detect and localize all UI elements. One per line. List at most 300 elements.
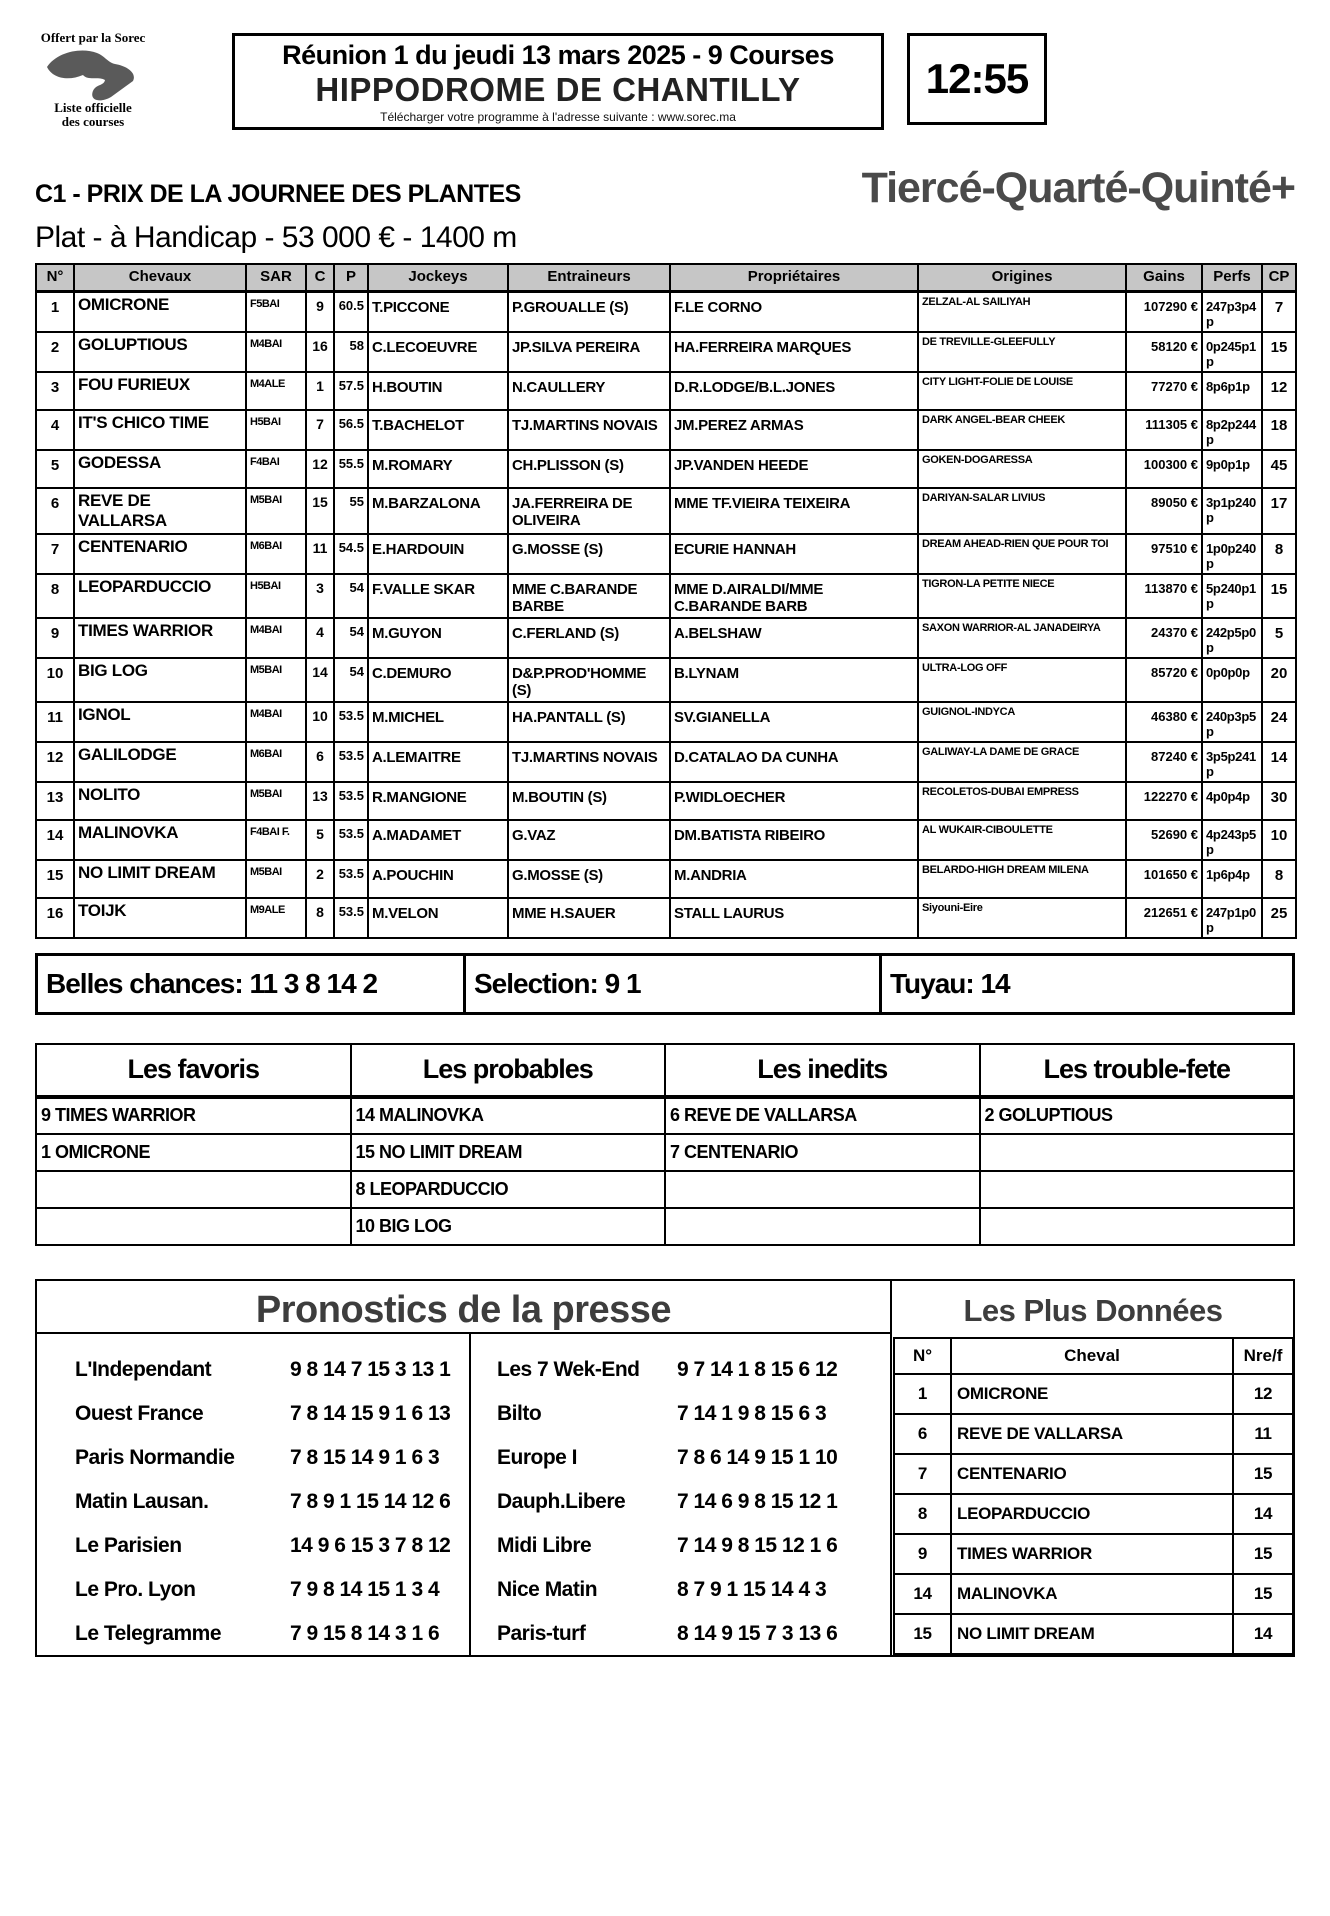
race-title-row [35,164,1295,213]
pick-favori [36,1208,351,1245]
press-outlet-name: Paris-turf [497,1621,586,1645]
press-picks-numbers: 7 9 8 14 15 1 3 4 [290,1577,440,1601]
press-entry [497,1348,890,1392]
col-header-cp: CP [1262,264,1296,291]
plus-donnees-row [894,1614,1293,1654]
pd-header-num: N° [894,1338,951,1374]
runner-jockey: M.ROMARY [368,450,508,488]
col-header-c: C [306,264,334,291]
pd-horse-name: LEOPARDUCCIO [951,1494,1233,1534]
runner-origins: BELARDO-HIGH DREAM MILENA [918,860,1126,898]
runner-sar: M6BAI [246,534,306,574]
runners-table [35,263,1297,939]
pick-inedit: 7 CENTENARIO [665,1134,980,1171]
runner-earnings: 87240 € [1126,742,1202,782]
press-outlet-name: Les 7 Wek-End [497,1357,640,1381]
runner-stall: 10 [306,702,334,742]
press-outlet-name: Nice Matin [497,1577,598,1601]
runner-row [36,618,1296,658]
runner-trainer: MME H.SAUER [508,898,670,938]
runner-weight: 54.5 [334,534,368,574]
press-entry [75,1524,469,1568]
press-outlet-name: Le Pro. Lyon [75,1577,196,1601]
runner-performances: 247p3p4p [1202,291,1262,332]
pd-horse-name: MALINOVKA [951,1574,1233,1614]
picks-row [36,1171,1294,1208]
race-conditions: Plat - à Handicap - 53 000 € - 1400 m [35,221,517,254]
runner-trainer: P.GROUALLE (S) [508,291,670,332]
runner-jockey: T.BACHELOT [368,410,508,450]
runner-earnings: 58120 € [1126,332,1202,372]
pick-trouble [980,1171,1295,1208]
download-note: Télécharger votre programme à l'adresse suivante : www.sorec.ma [380,110,736,124]
runner-horse-name: FOU FURIEUX [74,372,246,410]
runner-origins: Siyouni-Eire [918,898,1126,938]
runner-performances: 8p6p1p [1202,372,1262,410]
runner-number: 7 [36,534,74,574]
press-outlet-name: Le Telegramme [75,1621,222,1645]
runner-jockey: C.LECOEUVRE [368,332,508,372]
runner-owner: P.WIDLOECHER [670,782,918,820]
runner-weight: 53.5 [334,820,368,860]
runner-trainer: CH.PLISSON (S) [508,450,670,488]
press-outlet-name: Ouest France [75,1401,204,1425]
runner-number: 6 [36,488,74,534]
press-column-right [469,1334,890,1656]
col-header-entraineur: Entraineurs [508,264,670,291]
runner-earnings: 89050 € [1126,488,1202,534]
runner-horse-name: IGNOL [74,702,246,742]
press-picks-numbers: 8 7 9 1 15 14 4 3 [677,1577,827,1601]
runner-origins: GUIGNOL-INDYCA [918,702,1126,742]
runner-cp: 25 [1262,898,1296,938]
runner-horse-name: NO LIMIT DREAM [74,860,246,898]
press-entry [497,1480,890,1524]
runner-weight: 53.5 [334,702,368,742]
runner-owner: JP.VANDEN HEEDE [670,450,918,488]
runner-performances: 1p0p240p [1202,534,1262,574]
runner-horse-name: GALILODGE [74,742,246,782]
runner-trainer: HA.PANTALL (S) [508,702,670,742]
pd-nref-count: 12 [1233,1374,1293,1414]
runner-origins: TIGRON-LA PETITE NIECE [918,574,1126,618]
runner-trainer: D&P.PROD'HOMME (S) [508,658,670,702]
runner-performances: 5p240p1p [1202,574,1262,618]
runner-jockey: A.POUCHIN [368,860,508,898]
runner-weight: 57.5 [334,372,368,410]
runner-earnings: 52690 € [1126,820,1202,860]
pd-nref-count: 15 [1233,1454,1293,1494]
runner-sar: F5BAI [246,291,306,332]
runner-row [36,574,1296,618]
runner-stall: 6 [306,742,334,782]
runner-jockey: T.PICCONE [368,291,508,332]
runner-owner: HA.FERREIRA MARQUES [670,332,918,372]
runner-owner: B.LYNAM [670,658,918,702]
press-picks-numbers: 9 7 14 1 8 15 6 12 [677,1357,838,1381]
press-outlet-name: Paris Normandie [75,1445,235,1469]
logo-bottom-text-2: des courses [61,114,125,129]
press-picks-numbers: 7 14 6 9 8 15 12 1 [677,1489,838,1513]
pd-horse-name: OMICRONE [951,1374,1233,1414]
runner-jockey: R.MANGIONE [368,782,508,820]
pd-nref-count: 14 [1233,1614,1293,1654]
plus-donnees-row [894,1374,1293,1414]
runner-owner: STALL LAURUS [670,898,918,938]
press-entry [75,1612,469,1656]
col-header-origines: Origines [918,264,1126,291]
runner-number: 4 [36,410,74,450]
runner-weight: 53.5 [334,860,368,898]
runner-earnings: 113870 € [1126,574,1202,618]
col-header-cheval: Chevaux [74,264,246,291]
runner-cp: 15 [1262,574,1296,618]
runner-cp: 7 [1262,291,1296,332]
runner-trainer: G.MOSSE (S) [508,534,670,574]
pick-trouble: 2 GOLUPTIOUS [980,1097,1295,1134]
runner-sar: F4BAI [246,450,306,488]
runner-horse-name: TOIJK [74,898,246,938]
race-time: 12:55 [907,33,1047,125]
plus-donnees-row [894,1454,1293,1494]
runner-row [36,332,1296,372]
runner-number: 2 [36,332,74,372]
runner-performances: 4p0p4p [1202,782,1262,820]
runner-jockey: A.LEMAITRE [368,742,508,782]
runner-cp: 24 [1262,702,1296,742]
runner-stall: 3 [306,574,334,618]
press-picks-numbers: 8 14 9 15 7 3 13 6 [677,1621,838,1645]
press-entry [497,1392,890,1436]
runner-horse-name: LEOPARDUCCIO [74,574,246,618]
runner-origins: SAXON WARRIOR-AL JANADEIRYA [918,618,1126,658]
runner-row [36,488,1296,534]
pick-trouble [980,1134,1295,1171]
col-header-num: N° [36,264,74,291]
runner-stall: 11 [306,534,334,574]
logo-bottom-text-1: Liste officielle [54,100,132,115]
runner-jockey: A.MADAMET [368,820,508,860]
runner-horse-name: OMICRONE [74,291,246,332]
runner-performances: 247p1p0p [1202,898,1262,938]
pd-horse-name: REVE DE VALLARSA [951,1414,1233,1454]
runner-sar: M9ALE [246,898,306,938]
plus-donnees-title: Les Plus Données [963,1292,1223,1328]
runner-cp: 14 [1262,742,1296,782]
runner-origins: GOKEN-DOGARESSA [918,450,1126,488]
runner-origins: DARK ANGEL-BEAR CHEEK [918,410,1126,450]
press-entry [75,1480,469,1524]
runner-owner: SV.GIANELLA [670,702,918,742]
runners-header-row [36,264,1296,291]
race-program-page [0,30,1330,1916]
runner-number: 13 [36,782,74,820]
runner-cp: 12 [1262,372,1296,410]
race-title: C1 - PRIX DE LA JOURNEE DES PLANTES [35,180,521,208]
pd-horse-number: 6 [894,1414,951,1454]
press-entry [75,1392,469,1436]
runner-owner: F.LE CORNO [670,291,918,332]
press-picks-numbers: 7 8 15 14 9 1 6 3 [290,1445,440,1469]
press-picks-numbers: 9 8 14 7 15 3 13 1 [290,1357,451,1381]
runner-horse-name: GODESSA [74,450,246,488]
runner-stall: 4 [306,618,334,658]
runner-number: 8 [36,574,74,618]
runner-performances: 3p5p241p [1202,742,1262,782]
hippodrome-name: HIPPODROME DE CHANTILLY [315,71,801,108]
logo-top-text: Offert par la Sorec [40,30,146,45]
picks-header-inedits: Les inedits [665,1044,980,1097]
runner-cp: 10 [1262,820,1296,860]
runner-jockey: E.HARDOUIN [368,534,508,574]
runner-earnings: 111305 € [1126,410,1202,450]
pick-favori [36,1171,351,1208]
runner-stall: 14 [306,658,334,702]
pd-horse-number: 15 [894,1614,951,1654]
runner-sar: M4BAI [246,618,306,658]
press-picks-numbers: 7 14 9 8 15 12 1 6 [677,1533,838,1557]
runner-weight: 58 [334,332,368,372]
pick-inedit [665,1171,980,1208]
runner-row [36,860,1296,898]
plus-donnees-row [894,1574,1293,1614]
runner-cp: 18 [1262,410,1296,450]
press-picks-numbers: 7 9 15 8 14 3 1 6 [290,1621,440,1645]
runner-cp: 30 [1262,782,1296,820]
runner-cp: 17 [1262,488,1296,534]
runner-owner: A.BELSHAW [670,618,918,658]
runner-sar: M4ALE [246,372,306,410]
runner-row [36,534,1296,574]
runner-stall: 1 [306,372,334,410]
pd-nref-count: 15 [1233,1534,1293,1574]
pd-nref-count: 15 [1233,1574,1293,1614]
runner-earnings: 77270 € [1126,372,1202,410]
runner-cp: 20 [1262,658,1296,702]
press-entry [75,1348,469,1392]
press-outlet-name: Bilto [497,1401,542,1425]
runner-earnings: 122270 € [1126,782,1202,820]
pick-trouble [980,1208,1295,1245]
pd-horse-name: TIMES WARRIOR [951,1534,1233,1574]
picks-header-trouble-fete: Les trouble-fete [980,1044,1295,1097]
runner-weight: 53.5 [334,742,368,782]
pd-horse-number: 9 [894,1534,951,1574]
runner-performances: 3p1p240p [1202,488,1262,534]
runner-row [36,782,1296,820]
runner-owner: M.ANDRIA [670,860,918,898]
picks-row [36,1134,1294,1171]
press-picks-numbers: 7 8 9 1 15 14 12 6 [290,1489,451,1513]
runner-jockey: M.GUYON [368,618,508,658]
runner-number: 14 [36,820,74,860]
runner-weight: 55 [334,488,368,534]
runner-earnings: 100300 € [1126,450,1202,488]
press-outlet-name: Midi Libre [497,1533,592,1557]
runner-row [36,410,1296,450]
runner-trainer: JP.SILVA PEREIRA [508,332,670,372]
runner-number: 15 [36,860,74,898]
runner-origins: GALIWAY-LA DAME DE GRACE [918,742,1126,782]
runner-jockey: M.MICHEL [368,702,508,742]
runner-origins: RECOLETOS-DUBAI EMPRESS [918,782,1126,820]
pick-probable: 8 LEOPARDUCCIO [351,1171,666,1208]
press-section [35,1279,1295,1657]
press-entry [497,1436,890,1480]
selection: Selection: 9 1 [466,956,882,1012]
tuyau: Tuyau: 14 [890,967,1010,999]
runner-performances: 242p5p0p [1202,618,1262,658]
pd-horse-name: NO LIMIT DREAM [951,1614,1233,1654]
pd-horse-number: 8 [894,1494,951,1534]
runner-stall: 16 [306,332,334,372]
runner-number: 11 [36,702,74,742]
press-entry [497,1612,890,1656]
press-prognostics [37,1281,892,1655]
pick-inedit: 6 REVE DE VALLARSA [665,1097,980,1134]
plus-donnees-section [892,1281,1294,1655]
runner-cp: 45 [1262,450,1296,488]
pd-horse-name: CENTENARIO [951,1454,1233,1494]
runner-performances: 0p245p1p [1202,332,1262,372]
runner-sar: M5BAI [246,860,306,898]
runner-performances: 8p2p244p [1202,410,1262,450]
press-title: Pronostics de la presse [37,1281,890,1334]
runner-number: 9 [36,618,74,658]
press-column-left [37,1334,469,1656]
runner-trainer: M.BOUTIN (S) [508,782,670,820]
runner-weight: 53.5 [334,782,368,820]
press-entry [75,1436,469,1480]
pick-probable: 10 BIG LOG [351,1208,666,1245]
runner-owner: MME TF.VIEIRA TEIXEIRA [670,488,918,534]
runner-performances: 4p243p5p [1202,820,1262,860]
runner-horse-name: BIG LOG [74,658,246,702]
runner-jockey: F.VALLE SKAR [368,574,508,618]
runner-sar: M6BAI [246,742,306,782]
bet-types: Tiercé-Quarté-Quinté+ [861,164,1295,212]
runner-sar: M5BAI [246,782,306,820]
runner-cp: 5 [1262,618,1296,658]
sorec-logo [19,31,167,131]
col-header-gains: Gains [1126,264,1202,291]
pd-horse-number: 7 [894,1454,951,1494]
pick-inedit [665,1208,980,1245]
runner-row [36,658,1296,702]
belles-chances: Belles chances: 11 3 8 14 2 [38,956,466,1012]
press-outlet-name: Le Parisien [75,1533,182,1557]
runner-weight: 55.5 [334,450,368,488]
runner-stall: 9 [306,291,334,332]
press-entry [497,1524,890,1568]
runner-owner: MME D.AIRALDI/MME C.BARANDE BARB [670,574,918,618]
press-picks-numbers: 7 8 14 15 9 1 6 13 [290,1401,451,1425]
runner-weight: 54 [334,658,368,702]
runner-stall: 2 [306,860,334,898]
press-picks-numbers: 14 9 6 15 3 7 8 12 [290,1533,451,1557]
runner-sar: F4BAI F. [246,820,306,860]
press-picks-numbers: 7 8 6 14 9 15 1 10 [677,1445,838,1469]
picks-row [36,1208,1294,1245]
runner-horse-name: GOLUPTIOUS [74,332,246,372]
runner-number: 12 [36,742,74,782]
col-header-proprietaire: Propriétaires [670,264,918,291]
runner-earnings: 46380 € [1126,702,1202,742]
runner-stall: 12 [306,450,334,488]
runner-sar: M4BAI [246,702,306,742]
runner-earnings: 97510 € [1126,534,1202,574]
runner-earnings: 212651 € [1126,898,1202,938]
press-outlet-name: L'Independant [75,1357,212,1381]
press-entry [497,1568,890,1612]
runner-trainer: MME C.BARANDE BARBE [508,574,670,618]
pick-probable: 15 NO LIMIT DREAM [351,1134,666,1171]
runner-row [36,820,1296,860]
runner-owner: DM.BATISTA RIBEIRO [670,820,918,860]
runner-earnings: 85720 € [1126,658,1202,702]
col-header-p: P [334,264,368,291]
runner-number: 16 [36,898,74,938]
runner-trainer: C.FERLAND (S) [508,618,670,658]
col-header-sar: SAR [246,264,306,291]
plus-donnees-row [894,1494,1293,1534]
col-header-jockey: Jockeys [368,264,508,291]
press-entry [75,1568,469,1612]
pd-horse-number: 14 [894,1574,951,1614]
runner-horse-name: NOLITO [74,782,246,820]
runner-jockey: H.BOUTIN [368,372,508,410]
picks-table [35,1043,1295,1246]
runner-sar: H5BAI [246,410,306,450]
runner-trainer: TJ.MARTINS NOVAIS [508,742,670,782]
runner-row [36,702,1296,742]
runner-horse-name: IT'S CHICO TIME [74,410,246,450]
horse-logo-icon [41,45,145,101]
plus-donnees-header-row [894,1338,1293,1374]
runner-horse-name: TIMES WARRIOR [74,618,246,658]
plus-donnees-table [893,1337,1294,1655]
runner-trainer: G.VAZ [508,820,670,860]
runner-stall: 15 [306,488,334,534]
runner-number: 5 [36,450,74,488]
runner-earnings: 24370 € [1126,618,1202,658]
runner-stall: 8 [306,898,334,938]
runner-weight: 56.5 [334,410,368,450]
runner-weight: 53.5 [334,898,368,938]
runner-jockey: C.DEMURO [368,658,508,702]
runner-stall: 7 [306,410,334,450]
runner-trainer: G.MOSSE (S) [508,860,670,898]
runner-origins: AL WUKAIR-CIBOULETTE [918,820,1126,860]
runner-origins: DARIYAN-SALAR LIVIUS [918,488,1126,534]
runner-origins: ZELZAL-AL SAILIYAH [918,291,1126,332]
runner-trainer: TJ.MARTINS NOVAIS [508,410,670,450]
plus-donnees-row [894,1414,1293,1454]
runner-stall: 13 [306,782,334,820]
runner-origins: DREAM AHEAD-RIEN QUE POUR TOI [918,534,1126,574]
runner-cp: 8 [1262,860,1296,898]
runner-weight: 54 [334,618,368,658]
picks-header-probables: Les probables [351,1044,666,1097]
pd-nref-count: 11 [1233,1414,1293,1454]
runner-performances: 0p0p0p [1202,658,1262,702]
runner-performances: 9p0p1p [1202,450,1262,488]
runner-jockey: M.VELON [368,898,508,938]
runner-horse-name: CENTENARIO [74,534,246,574]
press-picks-numbers: 7 14 1 9 8 15 6 3 [677,1401,827,1425]
meeting-header-box [232,33,884,130]
runner-sar: H5BAI [246,574,306,618]
